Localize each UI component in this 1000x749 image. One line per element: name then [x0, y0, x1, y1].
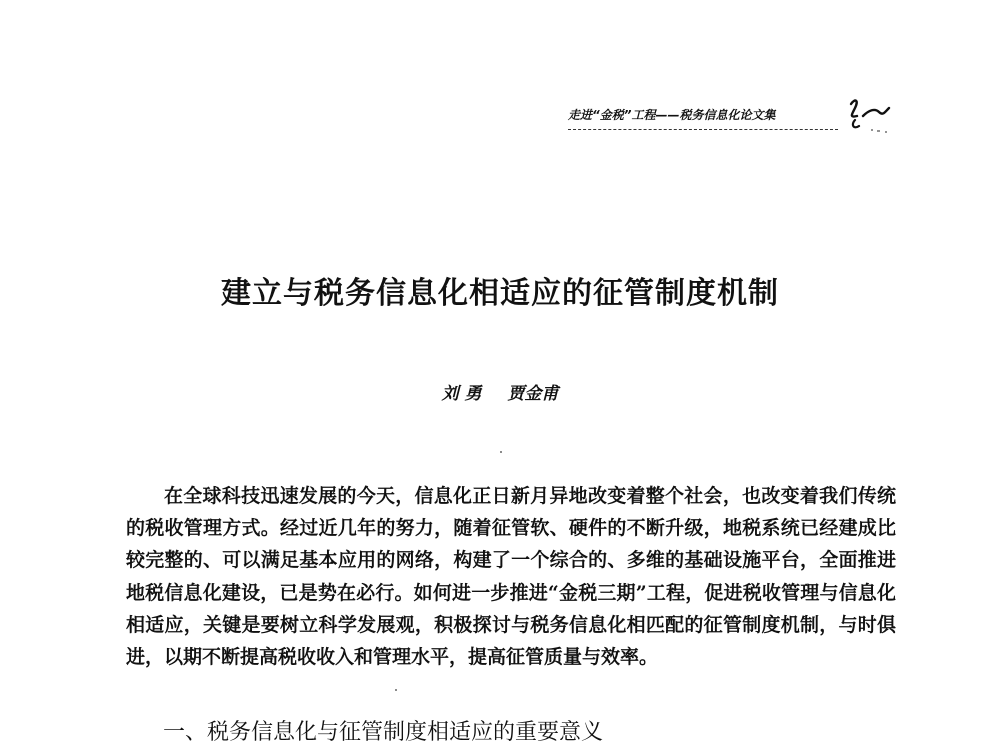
author-name: 贾金甫: [507, 384, 559, 404]
author-line: [0, 379, 1000, 404]
article-body: [126, 480, 896, 673]
section-heading: 一、税务信息化与征管制度相适应的重要意义: [163, 720, 604, 745]
article-title: 建立与税务信息化相适应的征管制度机制: [221, 276, 779, 311]
handwritten-page-number-icon: [843, 90, 893, 138]
author-name: 刘 勇: [441, 384, 482, 404]
scan-speck: [395, 689, 397, 691]
body-paragraph: 在全球科技迅速发展的今天，信息化正日新月异地改变着整个社会，也改变着我们传统的税收管理方式。经过近几年的努力，随着征管软、硬件的不断升级，地税系统已经建成比较完整的、可以满足基本应用的网络，构建了一个综合的、多维的基础设施平台，全面推进地税信息化建设，已是势在必行。如何进一步推进“金税三期”工程，促进税收管理与信息化相适应，关键是要树立科学发展观，积极探讨与税务信息化相匹配的征管制度机制，与时俱进，以期不断提高税收收入和管理水平，提高征管质量与效率。: [126, 485, 896, 669]
running-header: 走进“金税”工程——税务信息化论文集: [568, 106, 838, 130]
scan-speck: [500, 451, 502, 453]
